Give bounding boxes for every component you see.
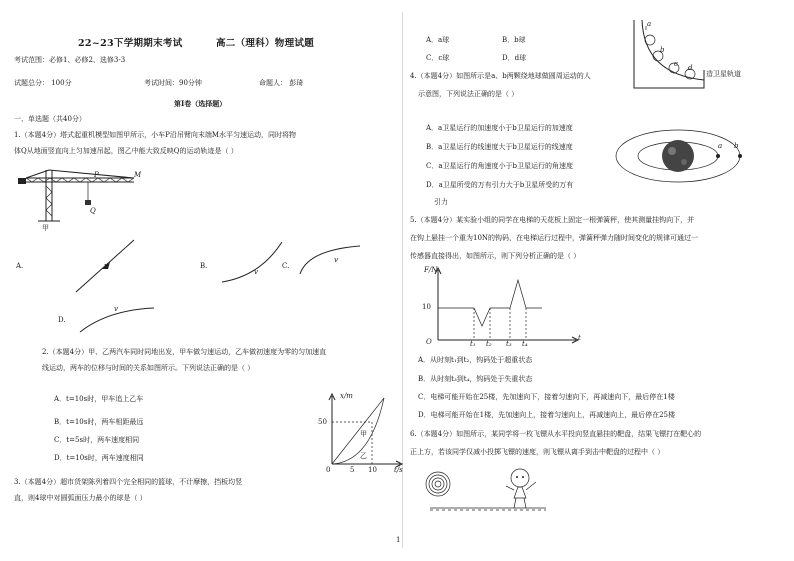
q4-opt-d-cont: 引力: [434, 198, 448, 206]
q5-t4: t₄: [522, 340, 528, 348]
q3-line2: 直，则4球中对圆弧面压力最小的球是（ ）: [14, 494, 147, 502]
q5-line2: 在钩上悬挂一个重为10N的钩码，在电梯运行过程中，弹簧秤弹力随时间变化的规律可通过一: [410, 234, 699, 242]
q3-opt-a: A．a球: [426, 36, 450, 44]
q4-opt-d: D．a卫星所受的万有引力大于b卫星所受的万有: [426, 181, 574, 189]
exam-author: 命题人： 彭琦: [259, 79, 304, 87]
q1-opt-a: A.: [16, 262, 24, 270]
q5-opt-c: C．电梯可能开始在25楼，先加速向下，接着匀速向下，再减速向下，最后停在1楼: [418, 393, 675, 401]
q3-opt-c: C．c球: [426, 54, 450, 62]
q5-opt-d: D．电梯可能开始在1楼，先加速向上，接着匀速向上，再减速向上，最后停在25楼: [418, 411, 675, 419]
q5-xlabel: t: [578, 334, 581, 342]
label-jia: 甲: [42, 224, 49, 232]
label-m: M: [134, 171, 142, 179]
q5-y10: 10: [422, 303, 431, 311]
q5-opt-a: A．从时刻t₁到t₂，钩码处于超重状态: [418, 356, 533, 364]
q1-opt-c: C.: [282, 262, 290, 270]
part-heading: 一、单选题（共40分）: [14, 115, 86, 123]
q2-line1: 2.（本题4分）甲、乙两汽车同时同地出发，甲车做匀速运动，乙车做初速度为零的匀加速直: [42, 348, 327, 356]
v-d: v: [114, 305, 118, 313]
left-column: [14, 0, 403, 561]
v-b: v: [254, 268, 258, 276]
total-score: 试题总分： 100分: [14, 79, 72, 87]
label-q: Q: [90, 207, 96, 215]
q5-t3: t₃: [506, 340, 512, 348]
exam-scope: 考试范围：必修1、必修2、选修3-3: [14, 56, 126, 64]
q2-origin: 0: [326, 466, 331, 474]
q3-opt-b: B．b球: [502, 36, 526, 44]
q2-y50: 50: [318, 418, 327, 426]
q2-ylabel: x/m: [340, 392, 353, 400]
q2-xlabel: t/s: [394, 466, 403, 474]
exam-title: 22~23下学期期末考试: [78, 38, 183, 49]
crane-figure: [18, 166, 138, 228]
q1-line2: 体Q从地面竖直向上匀加速吊起，图乙中能大致反映Q的运动轨迹是（ ）: [14, 147, 238, 155]
q2-x5: 5: [350, 466, 355, 474]
ball-c: c: [674, 60, 678, 68]
orbit-figure: [614, 118, 744, 198]
page-number: 1: [396, 536, 401, 544]
q6-line1: 6.（本题4分）如图所示，某同学将一枚飞镖从水平投向竖直悬挂的靶盘，结果飞镖打在靶心的: [410, 430, 702, 438]
label-p: P: [94, 171, 99, 179]
ball-b: b: [660, 46, 665, 54]
exam-time: 考试时间：90分钟: [144, 79, 202, 87]
dart-figure: [420, 462, 550, 520]
q5-t1: t₁: [470, 340, 476, 348]
q5-opt-b: B．从时刻t₃到t₄，钩码处于失重状态: [418, 375, 533, 383]
traj-c: [298, 244, 364, 278]
q5-line3: 传感器直接得出，如图所示，则下列分析正确的是（ ）: [410, 252, 581, 260]
volume-heading: 第Ⅰ卷（选择题）: [174, 99, 227, 108]
q4-line1: 4.（本题4分）如图所示是a、b两颗绕地球做圆周运动的人: [410, 72, 591, 80]
q2-yi: 乙: [360, 452, 367, 460]
q5-force-graph: [430, 266, 580, 346]
q4-line2: 示意图，下列说法正确的是（ ）: [418, 90, 519, 98]
q5-ylabel: F/N: [424, 266, 438, 274]
v-a: v: [104, 262, 110, 272]
q1-line1: 1.（本题4分）塔式起重机模型如图甲所示，小车P沿吊臂向末端M水平匀速运动，同时将物: [14, 131, 297, 139]
q2-x10: 10: [368, 466, 377, 474]
orbit-b: b: [734, 142, 739, 150]
q4-opt-b: B．a卫星运行的线速度大于b卫星运行的线速度: [426, 143, 573, 151]
traj-d: [78, 302, 158, 336]
q4-opt-a: A．a卫星运行的加速度小于b卫星运行的加速度: [426, 124, 573, 132]
q2-opt-b: B．t=10s时，两车相距最远: [54, 418, 144, 426]
q1-opt-d: D.: [58, 316, 66, 324]
q2-line2: 线运动，两车的位移与时间的关系如图所示。下列说法正确的是（ ）: [42, 364, 255, 372]
q5-line1: 5.（本题4分）某实验小组的同学在电梯的天花板上固定一根弹簧秤，使其测量挂钩向下，并: [410, 216, 695, 224]
q1-opt-b: B.: [200, 262, 208, 270]
q2-opt-d: D．t=10s时，两车速度相同: [54, 454, 144, 462]
q2-opt-c: C．t=5s时，两车速度相同: [54, 436, 140, 444]
q3-line1: 3.（本题4分）超市货架陈列着四个完全相同的篮球，不计摩擦，挡板均竖: [14, 478, 243, 486]
q2-opt-a: A．t=10s时，甲车追上乙车: [54, 395, 144, 403]
ball-a: a: [647, 20, 652, 28]
v-c: v: [334, 256, 338, 264]
ball-d: d: [688, 64, 693, 72]
shelf-figure: [632, 18, 708, 92]
q6-line2: 正上方，若该同学仅减小投掷飞镖的速度，则飞镖从离手到击中靶盘的过程中（ ）: [410, 448, 665, 456]
q5-t2: t₂: [486, 340, 492, 348]
traj-b: [220, 240, 290, 286]
q4-opt-c: C．a卫星运行的角速度小于b卫星运行的角速度: [426, 162, 574, 170]
q4-side-label: 造卫星轨道: [706, 70, 741, 78]
q5-origin: O: [426, 338, 432, 346]
q3-opt-d: D．d球: [502, 54, 527, 62]
q2-jia: 甲: [360, 430, 367, 438]
orbit-a: a: [718, 142, 723, 150]
subject-title: 高二（理科）物理试题: [216, 38, 315, 49]
